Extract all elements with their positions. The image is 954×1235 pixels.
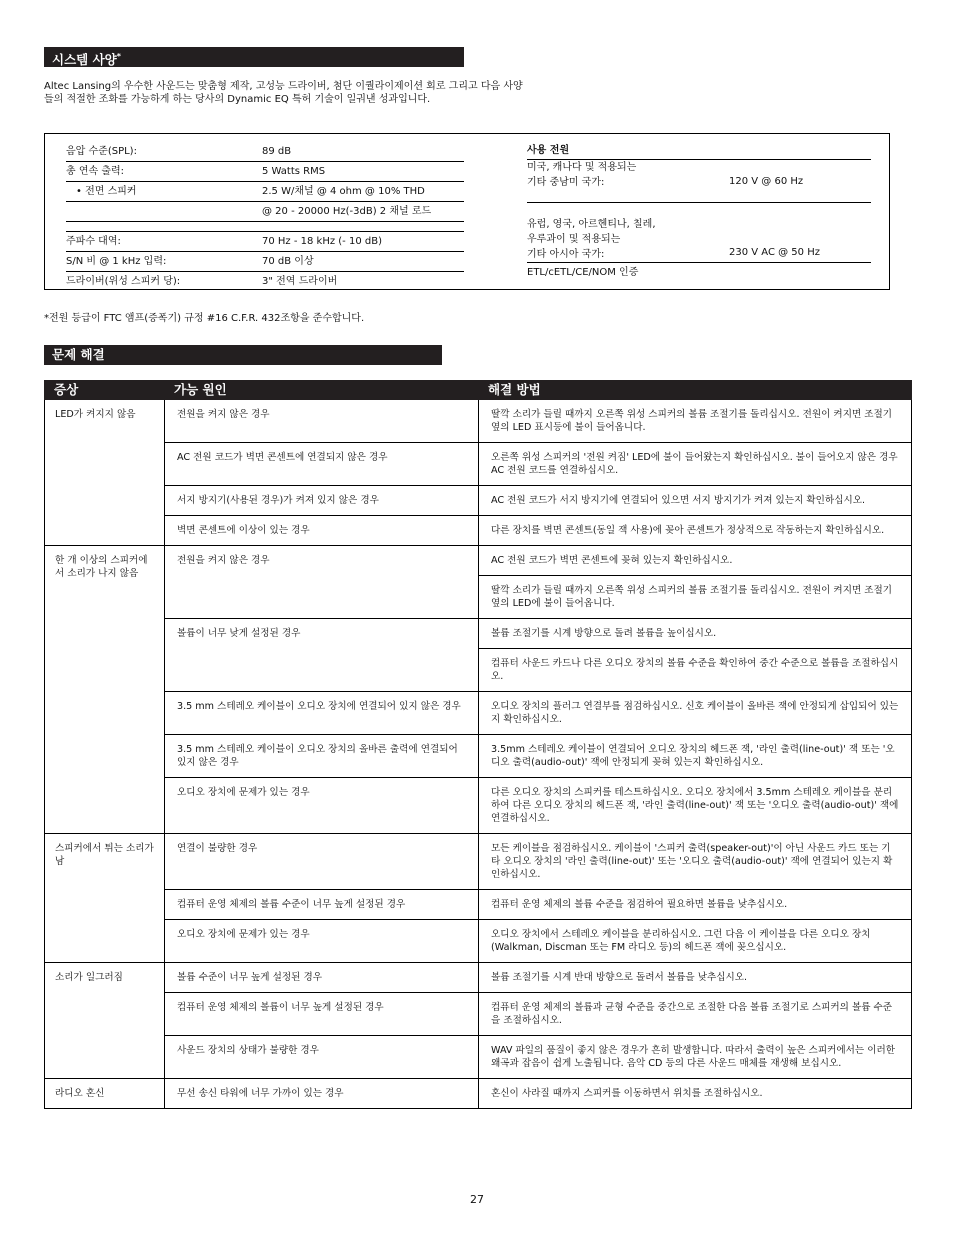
solution-text: 오디오 장치에서 스테레오 케이블을 분리하십시오. 그런 다음 이 케이블을 다른 오디오 장치(Walkman, Discman 또는 FM 라디오 등)의 헤드폰 잭에 꽂으십시오. — [491, 929, 871, 953]
solution-cell — [479, 778, 911, 833]
table-row — [165, 735, 911, 778]
table-row — [165, 778, 911, 833]
table-row — [165, 692, 911, 735]
spec-value: 5 Watts RMS — [262, 166, 326, 177]
symptom-group — [44, 834, 912, 963]
solution-cell — [479, 443, 911, 485]
solution-text: 볼륨 조절기를 시계 반대 방향으로 돌려서 볼륨을 낮추십시오. — [491, 972, 748, 983]
power-eu: 유럽, 영국, 아르헨티나, 칠레, 우루과이 및 적용되는 기타 아시아 국가: 230 V AC @ 50 Hz — [527, 203, 871, 263]
solution-text: 컴퓨터 운영 체제의 볼륨과 균형 수준을 중간으로 조절한 다음 볼륨 조절기로 스피커의 볼륨 수준을 조절하십시오. — [491, 1002, 893, 1026]
spec-row — [66, 252, 464, 272]
solution-text: 볼륨 조절기를 시계 방향으로 돌려 볼륨을 높이십시오. — [479, 619, 911, 649]
cause-rows — [165, 963, 911, 1078]
power-section — [527, 142, 871, 280]
spec-value: @ 20 - 20000 Hz(-3dB) 2 채널 로드 — [262, 206, 432, 217]
solution-text: 3.5mm 스테레오 케이블이 연결되어 오디오 장치의 헤드폰 잭, '라인 출력(line-out)' 잭 또는 '오디오 출력(audio-out)' 잭에 안정되게 꽂혀 있는지 확인하십시오. — [491, 744, 895, 768]
cause-cell: 볼륨 수준이 너무 높게 설정된 경우 — [165, 963, 479, 992]
solution-text: WAV 파일의 품질이 좋지 않은 경우가 흔히 발생합니다. 따라서 출력이 높은 스피커에서는 이러한 왜곡과 잡음이 쉽게 노출됩니다. 음악 CD 등의 다른 사운드 매체를 재생해 보십시오. — [491, 1045, 896, 1069]
page-number: 27 — [470, 1193, 484, 1206]
power-us-value: 120 V @ 60 Hz — [729, 176, 804, 187]
spec-label: S/N 비 @ 1 kHz 입력: — [66, 256, 167, 267]
header-cause: 가능 원인 — [174, 382, 227, 397]
solution-text: AC 전원 코드가 서지 방지기에 연결되어 있으면 서지 방지기가 켜져 있는지 확인하십시오. — [491, 495, 866, 506]
table-row — [165, 486, 911, 516]
table-header — [44, 380, 912, 400]
table-row — [165, 443, 911, 486]
solution-cell — [479, 486, 911, 515]
cause-cell: 컴퓨터 운영 체제의 볼륨이 너무 높게 설정된 경우 — [165, 993, 479, 1035]
cause-cell: AC 전원 코드가 벽면 콘센트에 연결되지 않은 경우 — [165, 443, 479, 485]
solution-text: 모든 케이블을 점검하십시오. 케이블이 '스피커 출력(speaker-out)'이 아닌 사운드 카드 또는 기타 오디오 장치의 '라인 출력(line-out)' 또는 '오디오 출력(audio-out)' 잭에 연결되어 있는지 확인하십시오. — [491, 843, 893, 880]
table-row — [165, 1079, 911, 1108]
cause-cell: 전원을 켜지 않은 경우 — [165, 400, 479, 442]
cause-cell: 컴퓨터 운영 체제의 볼륨 수준이 너무 높게 설정된 경우 — [165, 890, 479, 919]
cause-cell: 오디오 장치에 문제가 있는 경우 — [165, 920, 479, 962]
system-spec-intro: Altec Lansing의 우수한 사운드는 맞춤형 제작, 고성능 드라이버, 첨단 이퀄라이제이션 회로 그리고 다음 사양들의 적절한 조화를 가능하게 하는 당사의 Dynamic EQ 특허 기술이 일궈낸 성과입니다. — [44, 81, 523, 105]
cause-rows — [165, 400, 911, 545]
spec-label: 음압 수준(SPL): — [66, 146, 137, 157]
solution-cell — [479, 1036, 911, 1078]
power-us: 미국, 캐나다 및 적용되는 기타 중남미 국가: 120 V @ 60 Hz — [527, 160, 871, 203]
symptom-group — [44, 1079, 912, 1109]
symptom-group — [44, 400, 912, 546]
solution-cell — [479, 400, 911, 442]
solution-cell — [479, 963, 911, 992]
solution-cell — [479, 920, 911, 962]
spec-box — [44, 133, 890, 290]
power-cert: ETL/cETL/CE/NOM 인증 — [527, 267, 639, 278]
spec-spacer — [66, 222, 464, 232]
spec-label: • 전면 스피커 — [76, 186, 137, 197]
troubleshooting-table — [44, 380, 912, 1109]
table-row — [165, 546, 911, 619]
spec-row — [66, 142, 464, 162]
solution-cell — [479, 834, 911, 889]
spec-value: 2.5 W/채널 @ 4 ohm @ 10% THD — [262, 186, 425, 197]
system-spec-header: 시스템 사양* — [44, 47, 464, 67]
solution-text: 다른 오디오 장치의 스피커를 테스트하십시오. 오디오 장치에서 3.5mm 스테레오 케이블을 분리하여 다른 오디오 장치의 헤드폰 잭, '라인 출력(line-out)' 잭 또는 '오디오 출력(audio-out)' 잭에 연결하십시오. — [491, 787, 899, 824]
spec-row — [66, 272, 464, 291]
solution-cell — [479, 692, 911, 734]
solution-cell — [479, 890, 911, 919]
solution-cell — [479, 735, 911, 777]
spec-value: 70 dB 이상 — [262, 256, 314, 267]
solution-text: 딸깍 소리가 들릴 때까지 오른쪽 위성 스피커의 볼륨 조절기를 돌리십시오. 전원이 켜지면 조절기 옆의 LED 표시등에 불이 들어옵니다. — [491, 409, 893, 433]
power-title: 사용 전원 — [527, 142, 871, 160]
table-row — [165, 619, 911, 692]
header-symptom: 증상 — [54, 382, 79, 397]
table-row — [165, 834, 911, 890]
symptom-cell: 소리가 일그러짐 — [45, 963, 165, 1078]
troubleshooting-header: 문제 해결 — [44, 345, 442, 365]
solution-text: AC 전원 코드가 벽면 콘센트에 꽂혀 있는지 확인하십시오. — [479, 546, 911, 576]
solution-text: 컴퓨터 운영 체제의 볼륨 수준을 점검하여 필요하면 볼륨을 낮추십시오. — [491, 899, 788, 910]
solution-text: 컴퓨터 사운드 카드나 다른 오디오 장치의 볼륨 수준을 확인하여 중간 수준으로 볼륨을 조절하십시오. — [491, 658, 899, 682]
header-solution: 해결 방법 — [488, 382, 541, 397]
solution-text: 오른쪽 위성 스피커의 '전원 켜짐' LED에 불이 들어왔는지 확인하십시오. 불이 들어오지 않은 경우 AC 전원 코드를 연결하십시오. — [491, 452, 898, 476]
symptom-group — [44, 546, 912, 834]
spec-value: 3" 전역 드라이버 — [262, 276, 338, 287]
table-body — [44, 400, 912, 1109]
solution-cell — [479, 516, 911, 545]
spec-row — [66, 232, 464, 252]
symptom-cell: LED가 켜지지 않음 — [45, 400, 165, 545]
solution-cell — [479, 546, 911, 618]
cause-cell: 사운드 장치의 상태가 불량한 경우 — [165, 1036, 479, 1078]
spec-label: 총 연속 출력: — [66, 166, 125, 177]
cause-cell: 무선 송신 타워에 너무 가까이 있는 경우 — [165, 1079, 479, 1108]
spec-row — [66, 162, 464, 182]
table-row — [165, 963, 911, 993]
cause-cell: 3.5 mm 스테레오 케이블이 오디오 장치의 올바른 출력에 연결되어 있지 않은 경우 — [165, 735, 479, 777]
spec-value: 70 Hz - 18 kHz (- 10 dB) — [262, 236, 382, 247]
cause-rows — [165, 546, 911, 833]
solution-text: 딸깍 소리가 들릴 때까지 오른쪽 위성 스피커의 볼륨 조절기를 돌리십시오. 전원이 켜지면 조절기 옆의 LED에 불이 들어옵니다. — [491, 585, 893, 609]
solution-text: 다른 장치를 벽면 콘센트(동일 잭 사용)에 꽂아 콘센트가 정상적으로 작동하는지 확인하십시오. — [491, 525, 885, 536]
cause-cell: 3.5 mm 스테레오 케이블이 오디오 장치에 연결되어 있지 않은 경우 — [165, 692, 479, 734]
cause-cell: 전원을 켜지 않은 경우 — [165, 546, 479, 618]
footnote: *전원 등급이 FTC 앰프(증폭기) 규정 #16 C.F.R. 432조항을 준수합니다. — [44, 313, 365, 324]
symptom-cell: 라디오 혼신 — [45, 1079, 165, 1108]
cause-cell: 벽면 콘센트에 이상이 있는 경우 — [165, 516, 479, 545]
solution-text: 오디오 장치의 플러그 연결부를 점검하십시오. 신호 케이블이 올바른 잭에 안정되게 삽입되어 있는지 확인하십시오. — [491, 701, 899, 725]
power-eu-value: 230 V AC @ 50 Hz — [729, 247, 820, 258]
spec-label — [66, 202, 262, 221]
table-row — [165, 993, 911, 1036]
solution-cell — [479, 619, 911, 691]
table-row — [165, 1036, 911, 1078]
solution-cell — [479, 993, 911, 1035]
cause-cell: 연결이 불량한 경우 — [165, 834, 479, 889]
spec-value: 89 dB — [262, 146, 292, 157]
spec-table — [66, 142, 464, 291]
cause-cell: 서지 방지기(사용된 경우)가 켜져 있지 않은 경우 — [165, 486, 479, 515]
table-row — [165, 516, 911, 545]
symptom-group — [44, 963, 912, 1079]
symptom-cell: 한 개 이상의 스피커에서 소리가 나지 않음 — [45, 546, 165, 833]
spec-label: 드라이버(위성 스피커 당): — [66, 276, 181, 287]
cause-cell: 오디오 장치에 문제가 있는 경우 — [165, 778, 479, 833]
solution-text: 혼신이 사라질 때까지 스피커를 이동하면서 위치를 조절하십시오. — [491, 1088, 763, 1099]
cause-rows — [165, 834, 911, 962]
spec-row — [66, 182, 464, 202]
cause-cell: 볼륨이 너무 낮게 설정된 경우 — [165, 619, 479, 691]
table-row — [165, 890, 911, 920]
table-row — [165, 400, 911, 443]
solution-cell — [479, 1079, 911, 1108]
table-row — [165, 920, 911, 962]
symptom-cell: 스피커에서 튀는 소리가 남 — [45, 834, 165, 962]
spec-row — [66, 202, 464, 222]
cause-rows — [165, 1079, 911, 1108]
spec-label: 주파수 대역: — [66, 236, 121, 247]
